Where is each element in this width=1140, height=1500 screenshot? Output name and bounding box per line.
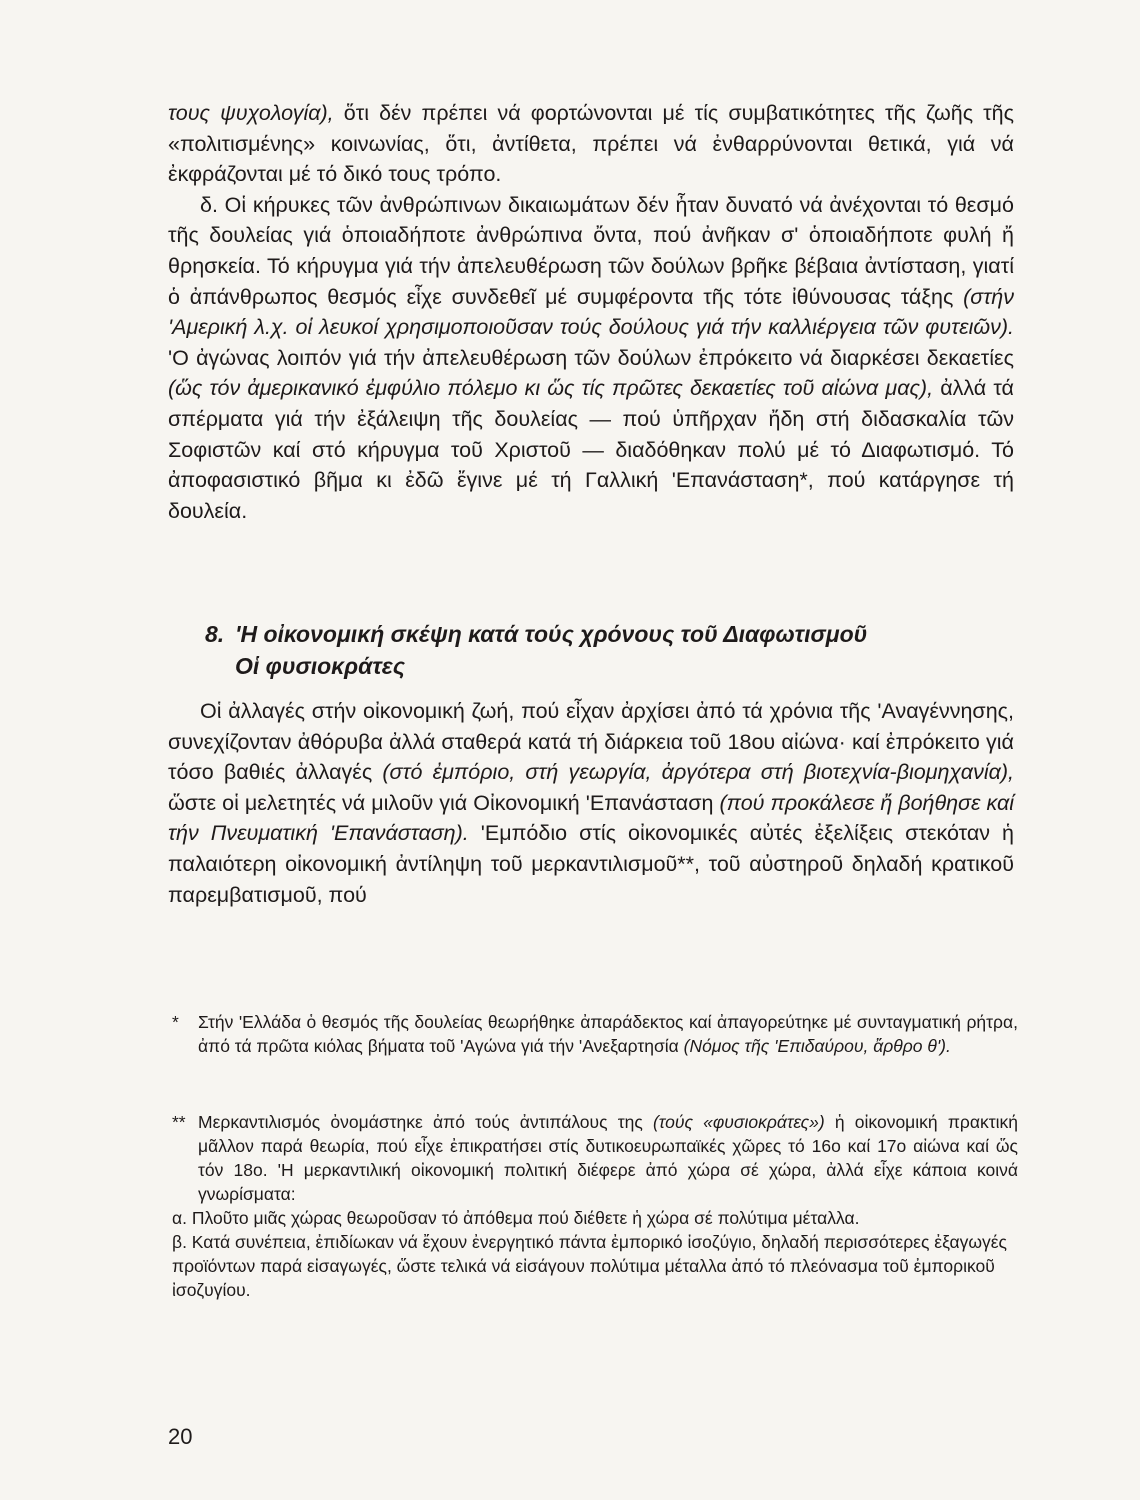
section-number: 8.: [205, 621, 225, 647]
text-run: ἡ οἰκονομική πρακτική μᾶλλον παρά θεωρία, πού εἶχε ἐπικρατήσει στίς δυτικοευρωπαϊκές χῶρες τό 16ο καί 17ο αἰώνα καί ὥς τόν 18ο. 'Η μερκαντιλική οἰκονομική πολιτική διέφερε ἀπό χώρα σέ χώρα, ἀλλά εἶχε κάποια κοινά γνωρίσματα:: [198, 1112, 1018, 1204]
footnote-text: [198, 1010, 1018, 1058]
italic-phrase: (πού προκάλεσε ἤ βοήθησε καί τήν Πνευματική 'Επανάσταση).: [168, 790, 1014, 846]
section-title: 'Η οἰκονομική σκέψη κατά τούς χρόνους τοῦ Διαφωτισμοῦ: [235, 621, 868, 647]
text-run: 'Ο ἀγώνας λοιπόν γιά τήν ἀπελευθέρωση τῶν δούλων ἐπρόκειτο νά διαρκέσει δεκαετίες: [168, 345, 1014, 370]
body-text: [168, 98, 1014, 526]
footnote-text: [198, 1110, 1018, 1206]
section-heading: [205, 618, 1025, 682]
footnote-2: [172, 1110, 1018, 1302]
footnote-entry: [172, 1010, 1018, 1058]
footnote-list-item-a: α. Πλοῦτο μιᾶς χώρας θεωροῦσαν τό ἀπόθεμα πού διέθετε ἡ χώρα σέ πολύτιμα μέταλλα.: [172, 1208, 860, 1228]
italic-phrase: (Νόμος τῆς 'Επιδαύρου, ἄρθρο θ').: [683, 1036, 951, 1056]
paragraph-2: [168, 190, 1014, 527]
italic-phrase: (ὥς τόν ἀμερικανικό ἐμφύλιο πόλεμο κι ὥς τίς πρῶτες δεκαετίες τοῦ αἰώνα μας),: [168, 376, 934, 401]
italic-phrase: (τούς «φυσιοκράτες»): [652, 1112, 825, 1132]
text-run: Μερκαντιλισμός ὀνομάστηκε ἀπό τούς ἀντιπάλους της: [198, 1112, 653, 1132]
text-run: Στήν 'Ελλάδα ὁ θεσμός τῆς δουλείας θεωρήθηκε ἀπαράδεκτος καί ἀπαγορεύτηκε μέ συνταγματική ρήτρα, ἀπό τά πρῶτα κιόλας βήματα τοῦ 'Αγώνα γιά τήν 'Ανεξαρτησία: [198, 1012, 1018, 1056]
footnote-list-item-b: β. Κατά συνέπεια, ἐπιδίωκαν νά ἔχουν ἐνεργητικό πάντα ἐμπορικό ἰσοζύγιο, δηλαδή περισσότερες ἐξαγωγές προϊόντων παρά εἰσαγωγές, ὥστε τελικά νά εἰσάγουν πολύτιμα μέταλλα ἀπό τό πλεόνασμα τοῦ ἐμπορικοῦ ἰσοζυγίου.: [172, 1232, 1007, 1300]
section-subtitle: Οἱ φυσιοκράτες: [235, 653, 406, 679]
section-body: [168, 696, 1014, 910]
text-run: ὥστε οἱ μελετητές νά μιλοῦν γιά Οἰκονομική 'Επανάσταση: [168, 790, 720, 815]
text-run: δ. Οἱ κήρυκες τῶν ἀνθρώπινων δικαιωμάτων δέν ἦταν δυνατό νά ἀνέχονται τό θεσμό τῆς δουλείας γιά ὁποιαδήποτε ἀνθρώπινα ὄντα, πού ἀνῆκαν σ' ὁποιαδήποτε φυλή ἤ θρησκεία. Τό κήρυγμα γιά τήν ἀπελευθέρωση τῶν δούλων βρῆκε βέβαια ἀντίσταση, γιατί ὁ ἀπάνθρωπος θεσμός εἶχε συνδεθεῖ μέ συμφέροντα τῆς τότε ἰθύνουσας τάξης: [168, 192, 1014, 309]
text-run: ἀλλά τά σπέρματα γιά τήν ἐξάλειψη τῆς δουλείας — πού ὑπῆρχαν ἤδη στή διδασκαλία τῶν Σοφιστῶν καί στό κήρυγμα τοῦ Χριστοῦ — διαδόθηκαν πολύ μέ τό Διαφωτισμό. Τό ἀποφασιστικό βῆμα κι ἐδῶ ἔγινε μέ τή Γαλλική 'Επανάσταση*, πού κατάργησε τή δουλεία.: [168, 376, 1014, 523]
footnote-marker: *: [172, 1012, 179, 1032]
footnote-entry: [172, 1110, 1018, 1206]
italic-phrase: (στό ἐμπόριο, στή γεωργία, ἀργότερα στή βιοτεχνία-βιομηχανία),: [382, 760, 1014, 785]
italic-phrase: τους ψυχολογία),: [168, 101, 334, 125]
page-number: 20: [168, 1424, 193, 1449]
footnote-1: [172, 1010, 1018, 1058]
text-run: 'Εμπόδιο στίς οἰκονομικές αὐτές ἐξελίξεις στεκόταν ἡ παλαιότερη οἰκονομική ἀντίληψη τοῦ μερκαντιλισμοῦ**, τοῦ αὐστηροῦ δηλαδή κρατικοῦ παρεμβατισμοῦ, πού: [168, 821, 1014, 907]
text-run: ὅτι δέν πρέπει νά φορτώνονται μέ τίς συμβατικότητες τῆς ζωῆς τῆς «πολιτισμένης» κοινωνίας, ὅτι, ἀντίθετα, πρέπει νά ἐνθαρρύνονται θετικά, γιά νά ἐκφράζονται μέ τό δικό τους τρόπο.: [168, 101, 1014, 187]
text-run: Οἱ ἀλλαγές στήν οἰκονομική ζωή, πού εἶχαν ἀρχίσει ἀπό τά χρόνια τῆς 'Αναγέννησης, συνεχίζονταν ἀθόρυβα ἀλλά σταθερά κατά τή διάρκεια τοῦ 18ου αἰώνα· καί ἐπρόκειτο γιά τόσο βαθιές ἀλλαγές: [168, 699, 1014, 785]
italic-phrase: (στήν 'Αμερική λ.χ. οἱ λευκοί χρησιμοποιοῦσαν τούς δούλους γιά τήν καλλιέργεια τῶν φυτειῶν).: [168, 284, 1014, 340]
footnote-marker: **: [172, 1112, 186, 1132]
section-paragraph: [168, 696, 1014, 910]
paragraph-1: [168, 98, 1014, 190]
